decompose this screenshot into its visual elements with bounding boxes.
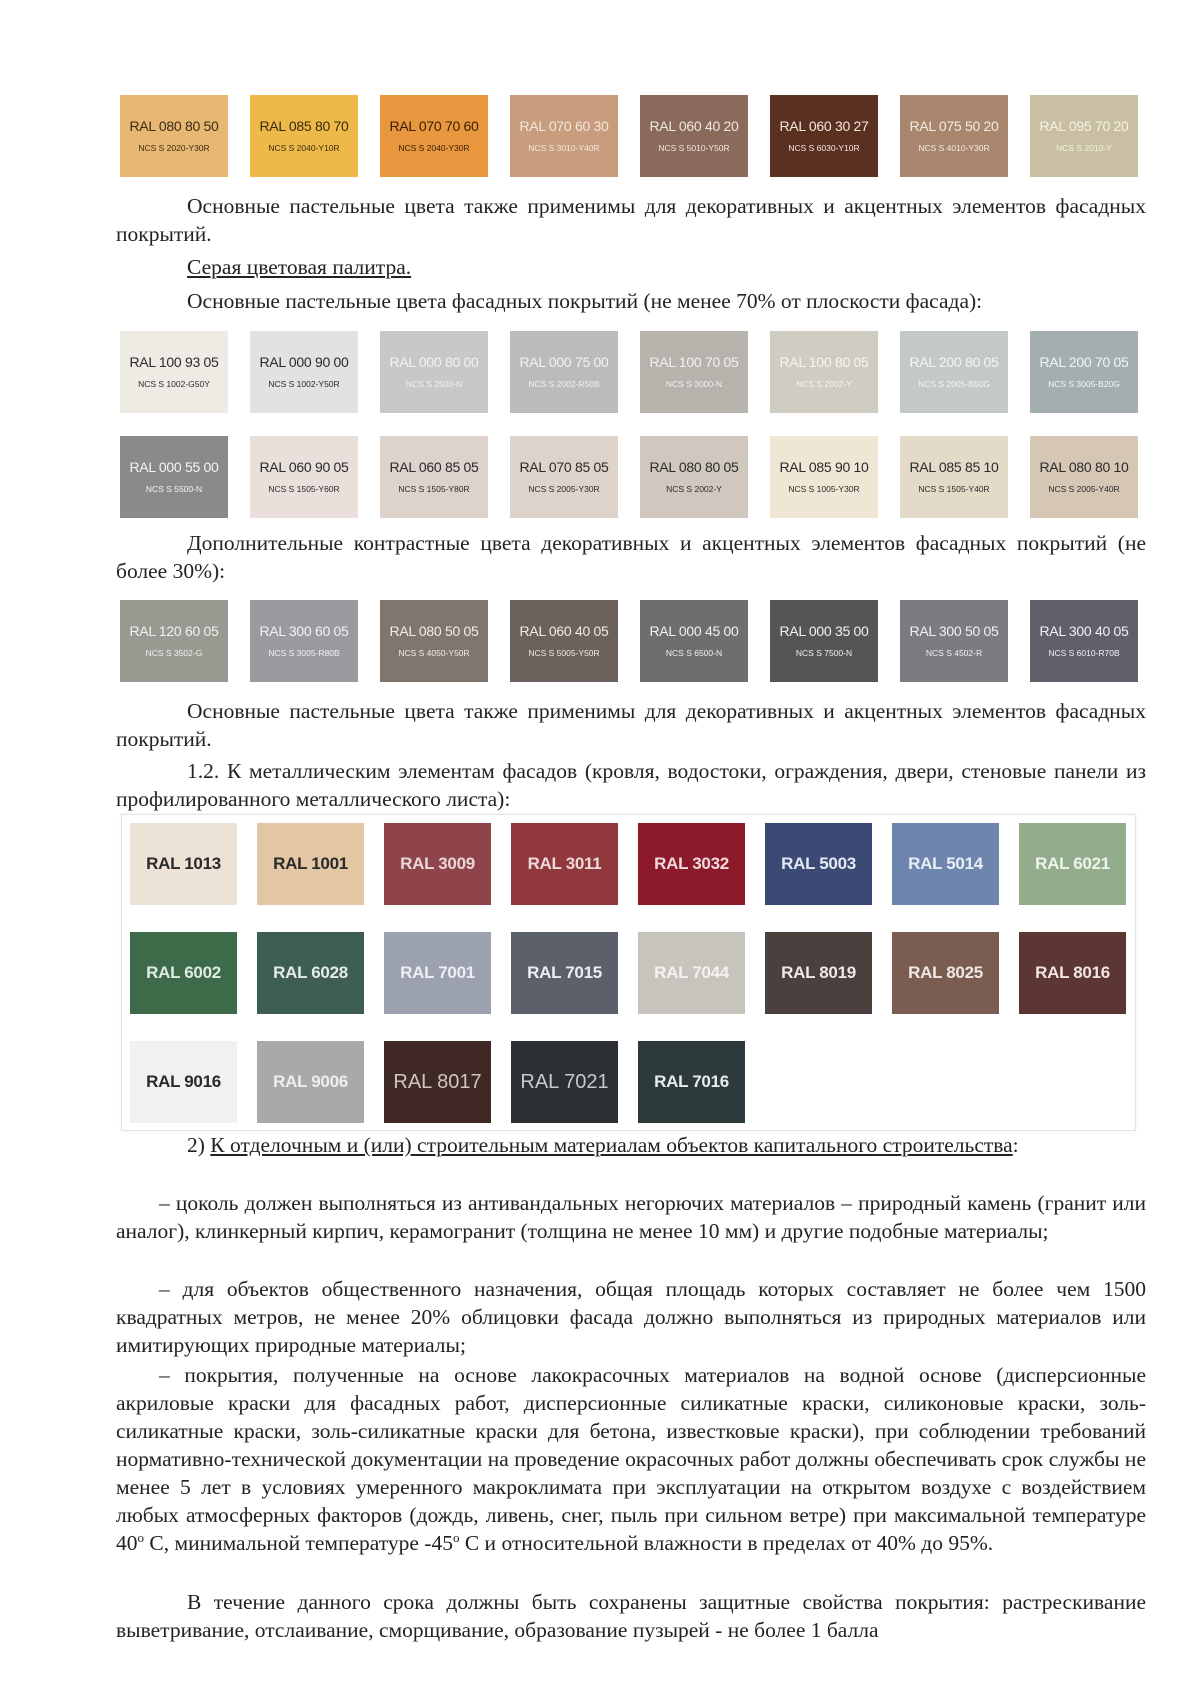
metal-color-tile: RAL 8017 bbox=[384, 1041, 491, 1123]
color-swatch bbox=[380, 331, 488, 413]
swatch-ncs-code: NCS S 2005-B50G bbox=[918, 378, 990, 389]
swatch-ral-code: RAL 300 50 05 bbox=[909, 623, 999, 640]
swatch-ral-code: RAL 085 85 10 bbox=[909, 459, 999, 476]
swatch-ral-code: RAL 085 90 10 bbox=[779, 459, 869, 476]
swatch-ncs-code: NCS S 5005-Y50R bbox=[528, 647, 600, 658]
swatch-ncs-code: NCS S 5010-Y50R bbox=[658, 142, 730, 153]
metal-color-tile: RAL 7015 bbox=[511, 932, 618, 1014]
metal-color-tile: RAL 1001 bbox=[257, 823, 364, 905]
paragraph-metal-elements: 1.2. К металлическим элементам фасадов (кровля, водостоки, ограждения, двери, стеновые панели из профилированного металлического листа): bbox=[116, 759, 1146, 811]
swatch-ral-code: RAL 060 90 05 bbox=[259, 459, 349, 476]
color-swatch bbox=[120, 331, 228, 413]
swatch-ncs-code: NCS S 3502-G bbox=[145, 647, 203, 658]
swatch-ncs-code: NCS S 1002-Y50R bbox=[268, 378, 340, 389]
swatch-ncs-code: NCS S 6030-Y10R bbox=[788, 142, 860, 153]
swatch-ncs-code: NCS S 4050-Y50R bbox=[398, 647, 470, 658]
swatch-ral-code: RAL 060 85 05 bbox=[389, 459, 479, 476]
swatch-ral-code: RAL 080 50 05 bbox=[389, 623, 479, 640]
swatch-ncs-code: NCS S 3000-N bbox=[665, 378, 723, 389]
swatch-ral-code: RAL 095 70 20 bbox=[1039, 118, 1129, 135]
swatch-ncs-code: NCS S 1505-Y40R bbox=[918, 483, 990, 494]
swatch-ral-code: RAL 300 40 05 bbox=[1039, 623, 1129, 640]
color-swatch bbox=[900, 600, 1008, 682]
color-swatch bbox=[770, 436, 878, 518]
metal-color-panel bbox=[121, 814, 1136, 1131]
paragraph-contrast-colors: Дополнительные контрастные цвета декоративных и акцентных элементов фасадных покрытий (не более 30%): bbox=[116, 531, 1146, 583]
swatch-ncs-code: NCS S 2040-Y10R bbox=[268, 142, 340, 153]
metal-color-tile: RAL 7044 bbox=[638, 932, 745, 1014]
swatch-ncs-code: NCS S 1005-Y30R bbox=[788, 483, 860, 494]
section-2-title: К отделочным и (или) строительным материалам объектов капитального строительства bbox=[210, 1133, 1013, 1157]
swatch-row-grey-2 bbox=[120, 436, 1150, 518]
metal-color-tile: RAL 8016 bbox=[1019, 932, 1126, 1014]
color-swatch bbox=[770, 95, 878, 177]
swatch-ncs-code: NCS S 5500-N bbox=[145, 483, 203, 494]
swatch-ral-code: RAL 100 70 05 bbox=[649, 354, 739, 371]
swatch-ncs-code: NCS S 3005-R80B bbox=[268, 647, 340, 658]
swatch-ncs-code: NCS S 7500-N bbox=[795, 647, 853, 658]
color-swatch bbox=[900, 331, 1008, 413]
swatch-ncs-code: NCS S 2020-Y30R bbox=[138, 142, 210, 153]
metal-color-tile: RAL 6021 bbox=[1019, 823, 1126, 905]
color-swatch bbox=[900, 95, 1008, 177]
color-swatch bbox=[1030, 331, 1138, 413]
color-swatch bbox=[770, 600, 878, 682]
swatch-ral-code: RAL 060 40 20 bbox=[649, 118, 739, 135]
color-swatch bbox=[380, 600, 488, 682]
swatch-ral-code: RAL 000 75 00 bbox=[519, 354, 609, 371]
metal-color-tile: RAL 8025 bbox=[892, 932, 999, 1014]
section-2-heading: 2) К отделочным и (или) строительным материалам объектов капитального строительства: bbox=[187, 1133, 1019, 1157]
swatch-ral-code: RAL 100 93 05 bbox=[129, 354, 219, 371]
metal-color-tile: RAL 9016 bbox=[130, 1041, 237, 1123]
swatch-ncs-code: NCS S 2002-Y bbox=[666, 483, 722, 494]
color-swatch bbox=[510, 331, 618, 413]
color-swatch bbox=[380, 436, 488, 518]
metal-color-tile: RAL 7016 bbox=[638, 1041, 745, 1123]
paragraph-pastel-applicable: Основные пастельные цвета также применимы для декоративных и акцентных элементов фасадных покрытий. bbox=[116, 194, 1146, 246]
list-item-coatings: – покрытия, полученные на основе лакокрасочных материалов на водной основе (дисперсионные акриловые краски для фасадных работ, дисперсионные силикатные краски, силиконовые краски, золь-силикатные краски, золь-силикатные краски для бетона, известковые краски), при соблюдении требований нормативно-технической документации на проведение окрасочных работ должны обеспечивать срок службы не менее 5 лет в условиях умеренного макроклимата при эксплуатации на открытом воздухе с воздействием любых атмосферных факторов (дождь, ливень, снег, пыль при сильном ветре) при максимальной температуре 40$^o$ C, минимальной температуре -45$^o$ C и относительной влажности в пределах от 40% до 95%. bbox=[116, 1363, 1146, 1555]
swatch-ral-code: RAL 060 30 27 bbox=[779, 118, 869, 135]
swatch-ral-code: RAL 085 80 70 bbox=[259, 118, 349, 135]
swatch-ral-code: RAL 080 80 50 bbox=[129, 118, 219, 135]
swatch-row-top bbox=[120, 95, 1150, 177]
swatch-row-contrast bbox=[120, 600, 1150, 682]
swatch-ral-code: RAL 100 80 05 bbox=[779, 354, 869, 371]
swatch-ral-code: RAL 300 60 05 bbox=[259, 623, 349, 640]
metal-color-tile: RAL 9006 bbox=[257, 1041, 364, 1123]
swatch-ncs-code: NCS S 2005-Y40R bbox=[1048, 483, 1120, 494]
metal-color-tile: RAL 3011 bbox=[511, 823, 618, 905]
paragraph-protective-properties: В течение данного срока должны быть сохранены защитные свойства покрытия: растрескивание выветривание, отслаивание, сморщивание, образование пузырей - не более 1 балла bbox=[116, 1590, 1146, 1642]
swatch-ncs-code: NCS S 3005-B20G bbox=[1048, 378, 1120, 389]
color-swatch bbox=[250, 436, 358, 518]
color-swatch bbox=[510, 600, 618, 682]
swatch-ral-code: RAL 000 35 00 bbox=[779, 623, 869, 640]
swatch-ncs-code: NCS S 2040-Y30R bbox=[398, 142, 470, 153]
swatch-ral-code: RAL 200 80 05 bbox=[909, 354, 999, 371]
metal-color-tile: RAL 8019 bbox=[765, 932, 872, 1014]
color-swatch bbox=[640, 331, 748, 413]
paragraph-main-pastel: Основные пастельные цвета фасадных покрытий (не менее 70% от плоскости фасада): bbox=[187, 289, 983, 313]
swatch-ral-code: RAL 070 60 30 bbox=[519, 118, 609, 135]
metal-color-tile: RAL 6028 bbox=[257, 932, 364, 1014]
metal-color-tile: RAL 3009 bbox=[384, 823, 491, 905]
color-swatch bbox=[770, 331, 878, 413]
swatch-ncs-code: NCS S 2500-N bbox=[405, 378, 463, 389]
swatch-ral-code: RAL 200 70 05 bbox=[1039, 354, 1129, 371]
color-swatch bbox=[510, 436, 618, 518]
section-2-number: 2) bbox=[187, 1133, 205, 1157]
metal-color-grid bbox=[130, 823, 1126, 1123]
swatch-ral-code: RAL 070 70 60 bbox=[389, 118, 479, 135]
color-swatch bbox=[1030, 436, 1138, 518]
color-swatch bbox=[1030, 95, 1138, 177]
swatch-ncs-code: NCS S 1505-Y80R bbox=[398, 483, 470, 494]
metal-color-tile: RAL 5003 bbox=[765, 823, 872, 905]
swatch-ral-code: RAL 080 80 05 bbox=[649, 459, 739, 476]
metal-color-tile: RAL 7001 bbox=[384, 932, 491, 1014]
list-item-plinth: – цоколь должен выполняться из антивандальных негорючих материалов – природный камень (гранит или аналог), клинкерный кирпич, керамогранит (толщина не менее 10 мм) и другие подобные материалы; bbox=[116, 1191, 1146, 1243]
swatch-ncs-code: NCS S 1505-Y60R bbox=[268, 483, 340, 494]
swatch-ncs-code: NCS S 2005-Y30R bbox=[528, 483, 600, 494]
list-item-public-objects: – для объектов общественного назначения, общая площадь которых составляет не более чем 1500 квадратных метров, не менее 20% облицовки фасада должно выполняться из природных материалов или имитирующих природные материалы; bbox=[116, 1277, 1146, 1357]
swatch-ral-code: RAL 000 80 00 bbox=[389, 354, 479, 371]
color-swatch bbox=[380, 95, 488, 177]
swatch-ral-code: RAL 070 85 05 bbox=[519, 459, 609, 476]
color-swatch bbox=[640, 436, 748, 518]
swatch-ncs-code: NCS S 2002-R50B bbox=[528, 378, 600, 389]
swatch-ncs-code: NCS S 4010-Y30R bbox=[918, 142, 990, 153]
color-swatch bbox=[900, 436, 1008, 518]
swatch-ncs-code: NCS S 2002-Y bbox=[796, 378, 852, 389]
color-swatch bbox=[640, 95, 748, 177]
color-swatch bbox=[250, 95, 358, 177]
swatch-ral-code: RAL 000 90 00 bbox=[259, 354, 349, 371]
swatch-ral-code: RAL 060 40 05 bbox=[519, 623, 609, 640]
metal-color-tile: RAL 3032 bbox=[638, 823, 745, 905]
swatch-row-grey-1 bbox=[120, 331, 1150, 413]
color-swatch bbox=[250, 331, 358, 413]
swatch-ral-code: RAL 000 55 00 bbox=[129, 459, 219, 476]
swatch-ncs-code: NCS S 4502-R bbox=[925, 647, 983, 658]
swatch-ncs-code: NCS S 1002-G50Y bbox=[138, 378, 210, 389]
swatch-ncs-code: NCS S 6010-R70B bbox=[1048, 647, 1120, 658]
swatch-ral-code: RAL 075 50 20 bbox=[909, 118, 999, 135]
metal-color-tile: RAL 6002 bbox=[130, 932, 237, 1014]
metal-color-tile: RAL 7021 bbox=[511, 1041, 618, 1123]
metal-color-tile: RAL 5014 bbox=[892, 823, 999, 905]
grey-palette-heading-text: Серая цветовая палитра. bbox=[187, 255, 412, 279]
swatch-ncs-code: NCS S 2010-Y bbox=[1056, 142, 1112, 153]
color-swatch bbox=[250, 600, 358, 682]
color-swatch bbox=[120, 436, 228, 518]
paragraph-pastel-repeat: Основные пастельные цвета также применимы для декоративных и акцентных элементов фасадных покрытий. bbox=[116, 699, 1146, 751]
metal-color-tile: RAL 1013 bbox=[130, 823, 237, 905]
grey-palette-heading bbox=[116, 253, 1146, 281]
color-swatch bbox=[120, 95, 228, 177]
swatch-ral-code: RAL 080 80 10 bbox=[1039, 459, 1129, 476]
color-swatch bbox=[120, 600, 228, 682]
color-swatch bbox=[640, 600, 748, 682]
swatch-ral-code: RAL 000 45 00 bbox=[649, 623, 739, 640]
swatch-ral-code: RAL 120 60 05 bbox=[129, 623, 219, 640]
color-swatch bbox=[1030, 600, 1138, 682]
swatch-ncs-code: NCS S 3010-Y40R bbox=[528, 142, 600, 153]
color-swatch bbox=[510, 95, 618, 177]
swatch-ncs-code: NCS S 6500-N bbox=[665, 647, 723, 658]
